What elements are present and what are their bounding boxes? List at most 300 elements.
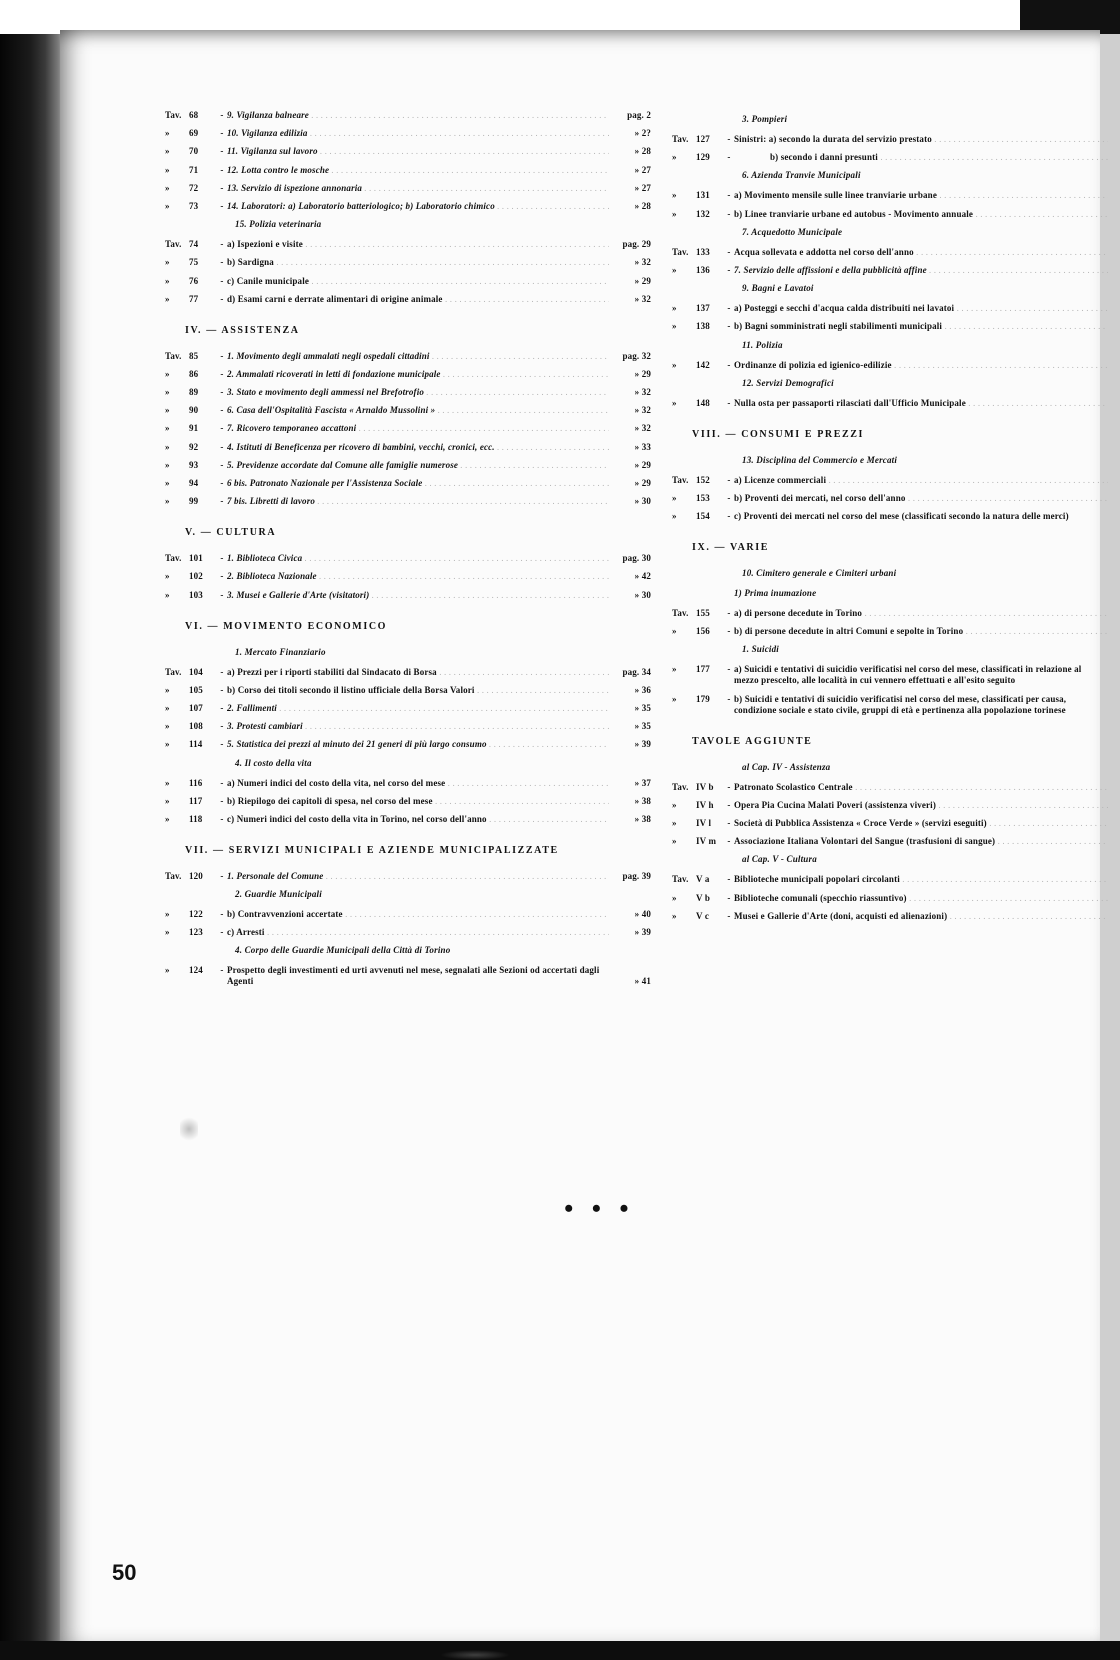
index-entry: [165, 590, 651, 601]
entry-table-prefix: »: [672, 190, 677, 201]
entry-title: Musei e Gallerie d'Arte (doni, acquisti ed alienazioni) . . .: [734, 911, 1108, 922]
entry-separator: -: [220, 146, 224, 157]
index-entry: [165, 553, 651, 564]
index-entry: [672, 152, 1120, 163]
entry-title: 1. Biblioteca Civica . . .: [227, 553, 609, 564]
entry-title: 11. Vigilanza sul lavoro . . .: [227, 146, 609, 157]
section-heading: VIII. — CONSUMI E PREZZI: [692, 428, 865, 440]
entry-separator: -: [727, 134, 731, 144]
entry-title: a) Movimento mensile sulle linee tranviarie urbane . . .: [734, 190, 1108, 201]
index-entry: [672, 511, 1120, 522]
entry-title: a) Posteggi e secchi d'acqua calda distribuiti nei lavatoi . . .: [734, 303, 1108, 314]
entry-title: Società di Pubblica Assistenza « Croce Verde » (servizi eseguiti) . . .: [734, 818, 1108, 829]
entry-title: 13. Servizio di ispezione annonaria . . .: [227, 183, 609, 194]
entry-page-ref: » 32: [634, 387, 651, 398]
entry-separator: -: [727, 511, 731, 522]
index-entry: [165, 201, 651, 212]
entry-table-prefix: »: [165, 405, 170, 416]
entry-title: Ordinanze di polizia ed igienico-edilizie . . .: [734, 360, 1108, 371]
index-entry: [672, 608, 1120, 619]
entry-separator: -: [727, 246, 731, 257]
index-entry: [672, 321, 1120, 332]
subsection-heading: al Cap. V - Cultura: [742, 854, 817, 865]
index-entry: [165, 927, 651, 938]
index-entry: [165, 796, 651, 807]
entry-separator: -: [727, 397, 731, 408]
entry-page-ref: [1108, 911, 1120, 922]
entry-title: b) Bagni somministrati negli stabilimenti municipali . . .: [734, 321, 1108, 332]
entry-table-prefix: »: [165, 478, 170, 488]
entry-table-number: 148: [696, 397, 710, 408]
entry-table-number: 122: [189, 909, 203, 920]
index-entry: [165, 460, 651, 471]
entry-table-number: IV m: [696, 836, 717, 847]
entry-table-number: 92: [189, 441, 199, 452]
entry-page-ref: » 42: [634, 571, 651, 582]
entry-page-ref: [1108, 818, 1120, 829]
index-entry: [672, 134, 1120, 145]
entry-table-number: 132: [696, 208, 710, 219]
entry-title: d) Esami carni e derrate alimentari di origine animale . . .: [227, 294, 609, 305]
entry-title: Sinistri: a) secondo la durata del servizio prestato . . .: [734, 134, 1108, 145]
index-entry: [672, 911, 1120, 922]
entry-separator: -: [220, 795, 224, 806]
index-entry: [165, 351, 651, 362]
entry-separator: -: [727, 321, 731, 332]
entry-title: c) Arresti . . .: [227, 927, 609, 938]
entry-separator: -: [220, 965, 224, 976]
entry-table-prefix: »: [672, 492, 677, 503]
subsection-heading: 12. Servizi Demografici: [742, 377, 834, 388]
entry-page-ref: » 27: [634, 164, 651, 175]
entry-table-prefix: »: [165, 293, 170, 304]
entry-table-prefix: »: [165, 441, 170, 452]
index-entry: [165, 257, 651, 268]
subsection-heading: 7. Acquedotto Municipale: [742, 226, 843, 237]
entry-table-prefix: »: [672, 664, 677, 675]
entry-table-number: V a: [696, 874, 710, 885]
paper-stain-bottom: [440, 1650, 510, 1660]
index-entry: [672, 265, 1120, 276]
subsection-heading: 6. Azienda Tranvie Municipali: [742, 170, 861, 181]
index-entry: [672, 626, 1120, 637]
entry-table-number: 93: [189, 459, 199, 470]
index-entry: [672, 209, 1120, 220]
entry-table-number: 137: [696, 303, 710, 314]
entry-page-ref: » 29: [634, 275, 651, 286]
entry-separator: -: [220, 200, 224, 211]
entry-separator: -: [220, 777, 224, 788]
index-entry: [672, 818, 1120, 829]
entry-title: b) Contravvenzioni accertate . . .: [227, 909, 609, 920]
index-entry: [165, 778, 651, 789]
index-entry: [165, 239, 651, 250]
entry-table-number: 105: [189, 684, 203, 695]
entry-page-ref: [1108, 265, 1120, 276]
entry-page-ref: » 38: [634, 795, 651, 806]
entry-page-ref: » 2?: [634, 128, 651, 139]
entry-separator: -: [727, 626, 731, 637]
entry-page-ref: [1108, 511, 1120, 522]
entry-page-ref: » 38: [634, 813, 651, 824]
entry-table-prefix: »: [165, 777, 170, 788]
entry-title: b) Sardigna . . .: [227, 257, 609, 268]
entry-page-ref: » 32: [634, 257, 651, 268]
entry-table-prefix: Tav.: [672, 874, 689, 885]
entry-table-prefix: »: [165, 257, 170, 268]
entry-page-ref: » 32: [634, 423, 651, 434]
entry-title: Patronato Scolastico Centrale . . .: [734, 782, 1108, 793]
page-number: 50: [112, 1560, 137, 1585]
entry-table-number: IV h: [696, 799, 714, 810]
entry-table-prefix: Tav.: [165, 110, 182, 120]
entry-table-prefix: »: [165, 275, 170, 286]
entry-separator: -: [220, 666, 224, 677]
entry-table-number: 77: [189, 293, 199, 304]
entry-page-ref: [1108, 475, 1120, 486]
entry-title: Biblioteche comunali (specchio riassuntivo) . . .: [734, 893, 1108, 904]
section-heading: TAVOLE AGGIUNTE: [692, 735, 813, 747]
entry-separator: -: [220, 350, 224, 361]
subsection-heading: 11. Polizia: [742, 339, 783, 350]
entry-table-number: V b: [696, 892, 711, 903]
entry-separator: -: [727, 190, 731, 201]
entry-page-ref: [1108, 303, 1120, 314]
entry-table-prefix: »: [165, 909, 170, 920]
entry-page-ref: » 41: [634, 976, 651, 987]
entry-separator: -: [727, 303, 731, 314]
entry-title: Acqua sollevata e addotta nel corso dell'anno . . .: [734, 247, 1108, 258]
entry-table-prefix: »: [165, 795, 170, 806]
entry-table-number: 142: [696, 359, 710, 370]
entry-title: b) Corso dei titoli secondo il listino ufficiale della Borsa Valori . . .: [227, 685, 609, 696]
entry-page-ref: » 27: [634, 182, 651, 193]
index-entry: [165, 128, 651, 139]
entry-table-prefix: »: [672, 321, 677, 332]
entry-table-number: 156: [696, 626, 710, 637]
index-entry: [672, 190, 1120, 201]
entry-title: 6. Casa dell'Ospitalità Fascista « Arnaldo Mussolini » . . .: [227, 405, 609, 416]
paper-stain: [180, 1115, 198, 1143]
entry-separator: -: [220, 571, 224, 582]
entry-title: 6 bis. Patronato Nazionale per l'Assistenza Sociale . . .: [227, 478, 609, 489]
entry-table-prefix: Tav.: [165, 239, 182, 250]
entry-separator: -: [727, 208, 731, 219]
entry-table-prefix: Tav.: [165, 870, 182, 881]
entry-title: b) Proventi dei mercati, nel corso dell'anno . . .: [734, 493, 1108, 504]
entry-page-ref: [1108, 675, 1120, 686]
entry-title: b) Suicidi e tentativi di suicidio verificatisi nel corso del mese, classificati per causa, condizione sociale e stato civile, gruppi di età e pertinenza alla popolazione torinese: [734, 693, 1067, 715]
index-entry: [672, 493, 1120, 504]
entry-separator: -: [220, 909, 224, 920]
entry-table-prefix: »: [165, 387, 170, 398]
entry-separator: -: [727, 608, 731, 619]
subsection-heading: 9. Bagni e Lavatoi: [742, 283, 814, 294]
entry-separator: -: [220, 164, 224, 175]
entry-separator: -: [727, 781, 731, 792]
index-entry: [672, 664, 1120, 686]
entry-separator: -: [727, 492, 731, 503]
entry-title: a) Prezzi per i riporti stabiliti dal Sindacato di Borsa . . .: [227, 667, 609, 678]
entry-table-prefix: »: [672, 910, 677, 921]
entry-title: 12. Lotta contro le mosche . . .: [227, 165, 609, 176]
entry-table-prefix: »: [165, 813, 170, 824]
entry-separator: -: [727, 818, 731, 828]
entry-table-prefix: Tav.: [672, 134, 689, 144]
entry-table-number: 99: [189, 496, 199, 507]
entry-table-prefix: »: [165, 589, 170, 600]
index-entry: [165, 814, 651, 825]
index-entry: [165, 703, 651, 714]
section-end-ornament: • • •: [564, 1194, 635, 1223]
entry-title: a) Numeri indici del costo della vita, nel corso del mese . . .: [227, 778, 609, 789]
entry-title: Prospetto degli investimenti ed urti avvenuti nel mese, segnalati alle Sezioni od accertati dagli Agenti: [227, 965, 600, 987]
entry-table-number: 127: [696, 134, 710, 144]
entry-page-ref: » 28: [634, 200, 651, 211]
entry-page-ref: » 30: [634, 589, 651, 600]
entry-table-number: IV l: [696, 818, 712, 828]
entry-table-number: 94: [189, 478, 199, 488]
entry-page-ref: » 32: [634, 405, 651, 416]
entry-title: Biblioteche municipali popolari circolanti . . .: [734, 874, 1108, 885]
entry-title: c) Numeri indici del costo della vita in Torino, nel corso dell'anno . . .: [227, 814, 609, 825]
entry-table-prefix: »: [165, 496, 170, 507]
index-entry: [165, 369, 651, 380]
entry-table-number: 131: [696, 190, 710, 201]
subsection-heading: 1) Prima inumazione: [734, 588, 817, 599]
entry-table-prefix: »: [672, 836, 677, 847]
entry-separator: -: [220, 239, 224, 250]
entry-separator: -: [727, 359, 731, 370]
entry-title: Opera Pia Cucina Malati Poveri (assistenza viveri) . . .: [734, 800, 1108, 811]
entry-page-ref: » 40: [634, 909, 651, 920]
entry-page-ref: [1108, 608, 1120, 619]
entry-page-ref: [1108, 874, 1120, 885]
entry-separator: -: [727, 836, 731, 847]
entry-table-prefix: »: [672, 303, 677, 314]
index-entry: [165, 423, 651, 434]
entry-title: a) Ispezioni e visite . . .: [227, 239, 609, 250]
index-entry: [672, 360, 1120, 371]
entry-table-number: 85: [189, 350, 199, 361]
entry-table-prefix: »: [672, 208, 677, 219]
index-entry: [165, 387, 651, 398]
entry-table-number: 179: [696, 693, 710, 704]
entry-title: c) Canile municipale . . .: [227, 276, 609, 287]
entry-separator: -: [220, 110, 224, 120]
entry-title: 7 bis. Libretti di lavoro . . .: [227, 496, 609, 507]
scan-top-edge: [0, 0, 1120, 34]
index-entry: [165, 571, 651, 582]
index-column-left: [165, 110, 651, 995]
section-heading: VI. — MOVIMENTO ECONOMICO: [185, 620, 388, 632]
entry-page-ref: » 35: [634, 702, 651, 713]
entry-separator: -: [727, 910, 731, 921]
entry-table-number: 116: [189, 777, 203, 788]
entry-table-prefix: »: [672, 693, 677, 704]
entry-page-ref: » 39: [634, 739, 651, 750]
entry-separator: -: [220, 257, 224, 268]
entry-separator: -: [220, 387, 224, 398]
entry-page-ref: » 33: [634, 441, 651, 452]
index-entry: [672, 303, 1120, 314]
entry-table-number: 152: [696, 474, 710, 485]
entry-separator: -: [220, 739, 224, 750]
entry-page-ref: [1108, 893, 1120, 904]
index-entry: [165, 405, 651, 416]
index-entry: [165, 721, 651, 732]
entry-page-ref: [1108, 705, 1120, 716]
entry-title: 7. Servizio delle affissioni e della pubblicità affine . . .: [734, 265, 1108, 276]
entry-table-prefix: Tav.: [165, 666, 182, 677]
entry-table-number: 120: [189, 870, 203, 881]
entry-page-ref: [1108, 836, 1120, 847]
entry-page-ref: pag. 34: [622, 666, 651, 677]
entry-separator: -: [220, 423, 224, 434]
entry-page-ref: [1108, 398, 1120, 409]
entry-table-prefix: »: [165, 684, 170, 695]
entry-page-ref: [1108, 247, 1120, 258]
index-entry: [165, 909, 651, 920]
entry-table-number: 74: [189, 239, 199, 250]
entry-page-ref: [1108, 626, 1120, 637]
entry-table-number: 70: [189, 146, 199, 157]
index-entry: [165, 965, 651, 987]
index-entry: [672, 398, 1120, 409]
entry-title: 5. Previdenze accordate dal Comune alle famiglie numerose . . .: [227, 460, 609, 471]
entry-page-ref: » 29: [634, 368, 651, 379]
entry-page-ref: » 29: [634, 459, 651, 470]
entry-separator: -: [220, 813, 224, 824]
entry-table-number: 72: [189, 182, 199, 193]
entry-table-prefix: Tav.: [672, 246, 689, 257]
entry-table-prefix: »: [165, 128, 170, 139]
entry-table-number: 68: [189, 110, 199, 120]
entry-table-number: 138: [696, 321, 710, 332]
entry-title: 7. Ricovero temporaneo accattoni . . .: [227, 423, 609, 434]
entry-table-prefix: »: [165, 164, 170, 175]
entry-table-number: 154: [696, 511, 710, 522]
subsection-heading: 2. Guardie Municipali: [235, 889, 322, 900]
entry-page-ref: [1108, 360, 1120, 371]
entry-separator: -: [220, 927, 224, 938]
index-entry: [165, 276, 651, 287]
entry-table-prefix: »: [672, 359, 677, 370]
entry-table-number: 155: [696, 608, 710, 619]
entry-table-number: 107: [189, 702, 203, 713]
entry-table-number: 76: [189, 275, 199, 286]
entry-table-number: 117: [189, 795, 203, 806]
entry-table-prefix: Tav.: [165, 553, 182, 564]
subsection-heading: 15. Polizia veterinaria: [235, 219, 322, 230]
index-entry: [165, 667, 651, 678]
subsection-heading: 10. Cimitero generale e Cimiteri urbani: [742, 568, 897, 579]
entry-table-number: 104: [189, 666, 203, 677]
index-entry: [165, 165, 651, 176]
entry-page-ref: » 32: [634, 293, 651, 304]
entry-table-number: 89: [189, 387, 199, 398]
entry-page-ref: pag. 2: [627, 110, 651, 120]
entry-table-number: 90: [189, 405, 199, 416]
entry-table-prefix: »: [165, 423, 170, 434]
entry-table-number: 108: [189, 721, 203, 732]
section-heading: VII. — SERVIZI MUNICIPALI E AZIENDE MUNICIPALIZZATE: [185, 844, 559, 856]
entry-table-prefix: »: [165, 702, 170, 713]
entry-separator: -: [220, 702, 224, 713]
entry-table-prefix: »: [672, 799, 677, 810]
entry-page-ref: » 35: [634, 721, 651, 732]
entry-page-ref: [1108, 321, 1120, 332]
entry-separator: -: [220, 275, 224, 286]
entry-title: 9. Vigilanza balneare . . .: [227, 110, 609, 121]
entry-separator: -: [220, 368, 224, 379]
entry-table-prefix: »: [165, 965, 170, 976]
entry-page-ref: pag. 29: [622, 239, 651, 250]
entry-separator: -: [220, 684, 224, 695]
entry-page-ref: [1108, 493, 1120, 504]
entry-table-number: 153: [696, 492, 710, 503]
index-entry: [165, 496, 651, 507]
entry-page-ref: pag. 32: [622, 350, 651, 361]
entry-separator: -: [220, 721, 224, 732]
index-entry: [165, 110, 651, 121]
index-entry: [165, 739, 651, 750]
entry-separator: -: [727, 264, 731, 275]
entry-title: Associazione Italiana Volontari del Sangue (trasfusioni di sangue) . . .: [734, 836, 1108, 847]
entry-separator: -: [220, 128, 224, 139]
entry-title: 3. Musei e Gallerie d'Arte (visitatori) . . .: [227, 590, 609, 601]
entry-title: c) Proventi dei mercati nel corso del mese (classificati secondo la natura delle merci): [734, 511, 1069, 522]
entry-separator: -: [220, 478, 224, 488]
entry-separator: -: [727, 874, 731, 885]
entry-title: 2. Fallimenti . . .: [227, 703, 609, 714]
entry-title: b) secondo i danni presunti . . .: [734, 152, 1108, 163]
entry-separator: -: [220, 459, 224, 470]
entry-page-ref: [1108, 800, 1120, 811]
entry-title: a) Licenze commerciali . . .: [734, 475, 1108, 486]
entry-separator: -: [727, 799, 731, 810]
entry-table-number: 73: [189, 200, 199, 211]
entry-title: 5. Statistica dei prezzi al minuto dei 21 generi di più largo consumo . . .: [227, 739, 609, 750]
entry-table-number: 123: [189, 927, 203, 938]
section-heading: IV. — ASSISTENZA: [185, 324, 300, 336]
subsection-heading: 1. Mercato Finanziario: [235, 646, 326, 657]
index-entry: [672, 874, 1120, 885]
entry-table-prefix: »: [165, 200, 170, 211]
entry-title: 3. Protesti cambiari . . .: [227, 721, 609, 732]
entry-separator: -: [220, 496, 224, 507]
entry-table-number: IV b: [696, 781, 714, 792]
index-entry: [672, 800, 1120, 811]
section-heading: IX. — VARIE: [692, 542, 769, 554]
entry-table-number: 101: [189, 553, 203, 564]
entry-table-prefix: »: [165, 721, 170, 732]
entry-table-prefix: »: [672, 264, 677, 275]
entry-table-number: 75: [189, 257, 199, 268]
index-entry: [672, 893, 1120, 904]
entry-table-number: 177: [696, 664, 710, 675]
index-entry: [672, 782, 1120, 793]
entry-separator: -: [727, 474, 731, 485]
entry-separator: -: [220, 870, 224, 881]
entry-table-number: 91: [189, 423, 199, 434]
entry-table-number: 86: [189, 368, 199, 379]
entry-table-prefix: »: [165, 739, 170, 750]
entry-table-prefix: »: [672, 397, 677, 408]
subsection-heading: 3. Pompieri: [742, 114, 788, 124]
entry-page-ref: » 29: [634, 478, 651, 488]
entry-title: a) di persone decedute in Torino . . .: [734, 608, 1108, 619]
